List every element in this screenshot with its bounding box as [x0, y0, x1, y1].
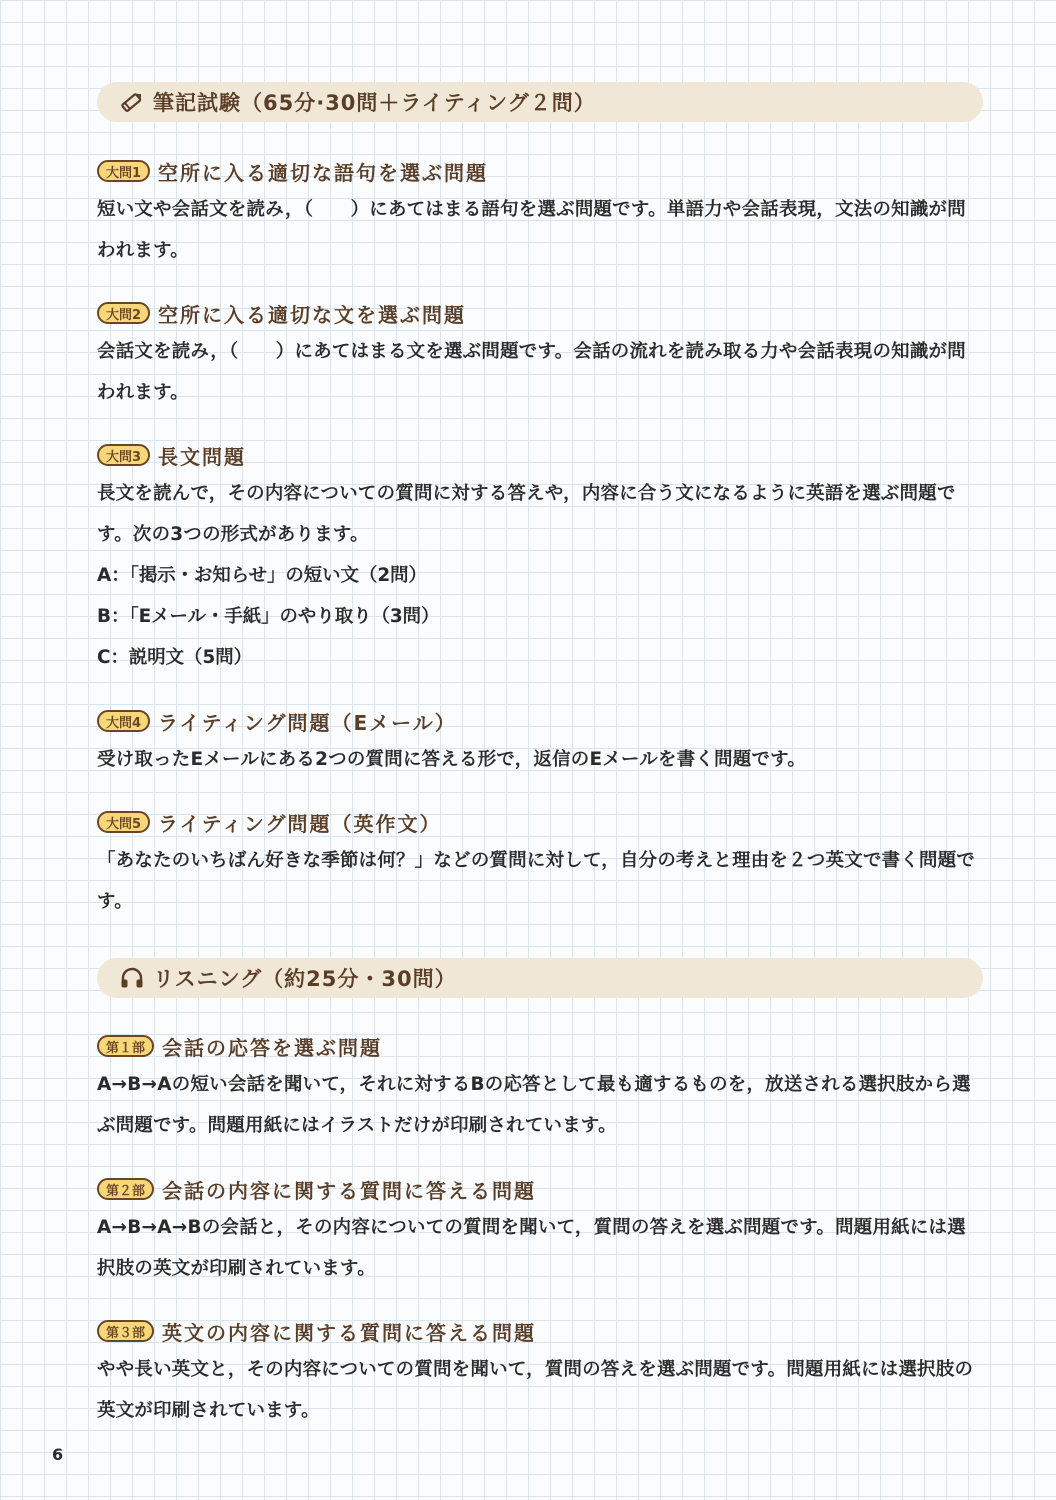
question-title: ライティング問題（Eメール） [158, 710, 457, 735]
written-section-title: 筆記試験（65分·30問＋ライティング２問） [153, 91, 596, 115]
question-title: 空所に入る適切な文を選ぶ問題 [158, 302, 467, 327]
list-item: B：「Eメール・手紙」のやり取り（3問） [97, 606, 440, 627]
question-title: 長文問題 [158, 444, 247, 469]
headphones-icon [119, 965, 145, 991]
part-title: 会話の内容に関する質問に答える問題 [162, 1178, 537, 1203]
part-badge: 第２部 [97, 1178, 154, 1200]
written-question-3 [97, 440, 983, 678]
listening-part-1 [97, 1031, 983, 1146]
question-badge: 大問3 [97, 444, 150, 466]
question-badge: 大問4 [97, 710, 150, 732]
listening-part-2 [97, 1174, 983, 1289]
part-badge: 第３部 [97, 1320, 154, 1342]
listening-part-3 [97, 1316, 983, 1431]
question-badge: 大問1 [97, 160, 150, 182]
part-title: 会話の応答を選ぶ問題 [162, 1035, 383, 1060]
listening-section-title: リスニング（約25分・30問） [153, 967, 457, 991]
part-badge: 第１部 [97, 1035, 154, 1057]
question-title: 空所に入る適切な語句を選ぶ問題 [158, 160, 489, 185]
written-question-5 [97, 807, 983, 922]
question-description: 会話文を読み，（ ）にあてはまる文を選ぶ問題です。会話の流れを読み取る力や会話表現の知識が問われます。 [97, 341, 966, 403]
question-description: 短い文や会話文を読み，（ ）にあてはまる語句を選ぶ問題です。単語力や会話表現，文法の知識が問われます。 [97, 199, 966, 261]
question-title: ライティング問題（英作文） [158, 811, 442, 836]
written-question-4 [97, 706, 983, 780]
format-list [97, 555, 983, 678]
part-description: やや長い英文と，その内容についての質問を聞いて，質問の答えを選ぶ問題です。問題用紙には選択肢の英文が印刷されています。 [97, 1359, 974, 1421]
pencil-icon [119, 89, 145, 115]
question-description: 長文を読んで，その内容についての質問に対する答えや，内容に合う文になるように英語を選ぶ問題です。次の3つの形式があります。 [97, 483, 956, 545]
part-description: A→B→Aの短い会話を聞いて，それに対するBの応答として最も適するものを，放送される選択肢から選ぶ問題です。問題用紙にはイラストだけが印刷されています。 [97, 1074, 971, 1136]
list-item: A：「掲示・お知らせ」の短い文（2問） [97, 565, 427, 586]
written-question-1 [97, 156, 983, 271]
part-title: 英文の内容に関する質問に答える問題 [162, 1320, 537, 1345]
question-description: 「あなたのいちばん好きな季節は何？」などの質問に対して，自分の考えと理由を２つ英文で書く問題です。 [97, 850, 976, 912]
question-description: 受け取ったEメールにある2つの質問に答える形で，返信のEメールを書く問題です。 [97, 749, 807, 770]
list-item: C：説明文（5問） [97, 647, 253, 668]
written-question-2 [97, 298, 983, 413]
page-number: 6 [52, 1445, 64, 1464]
question-badge: 大問5 [97, 811, 150, 833]
question-badge: 大問2 [97, 302, 150, 324]
part-description: A→B→A→Bの会話と，その内容についての質問を聞いて，質問の答えを選ぶ問題です。問題用紙には選択肢の英文が印刷されています。 [97, 1217, 966, 1279]
written-section-header [97, 82, 983, 122]
listening-section-header [97, 958, 983, 998]
